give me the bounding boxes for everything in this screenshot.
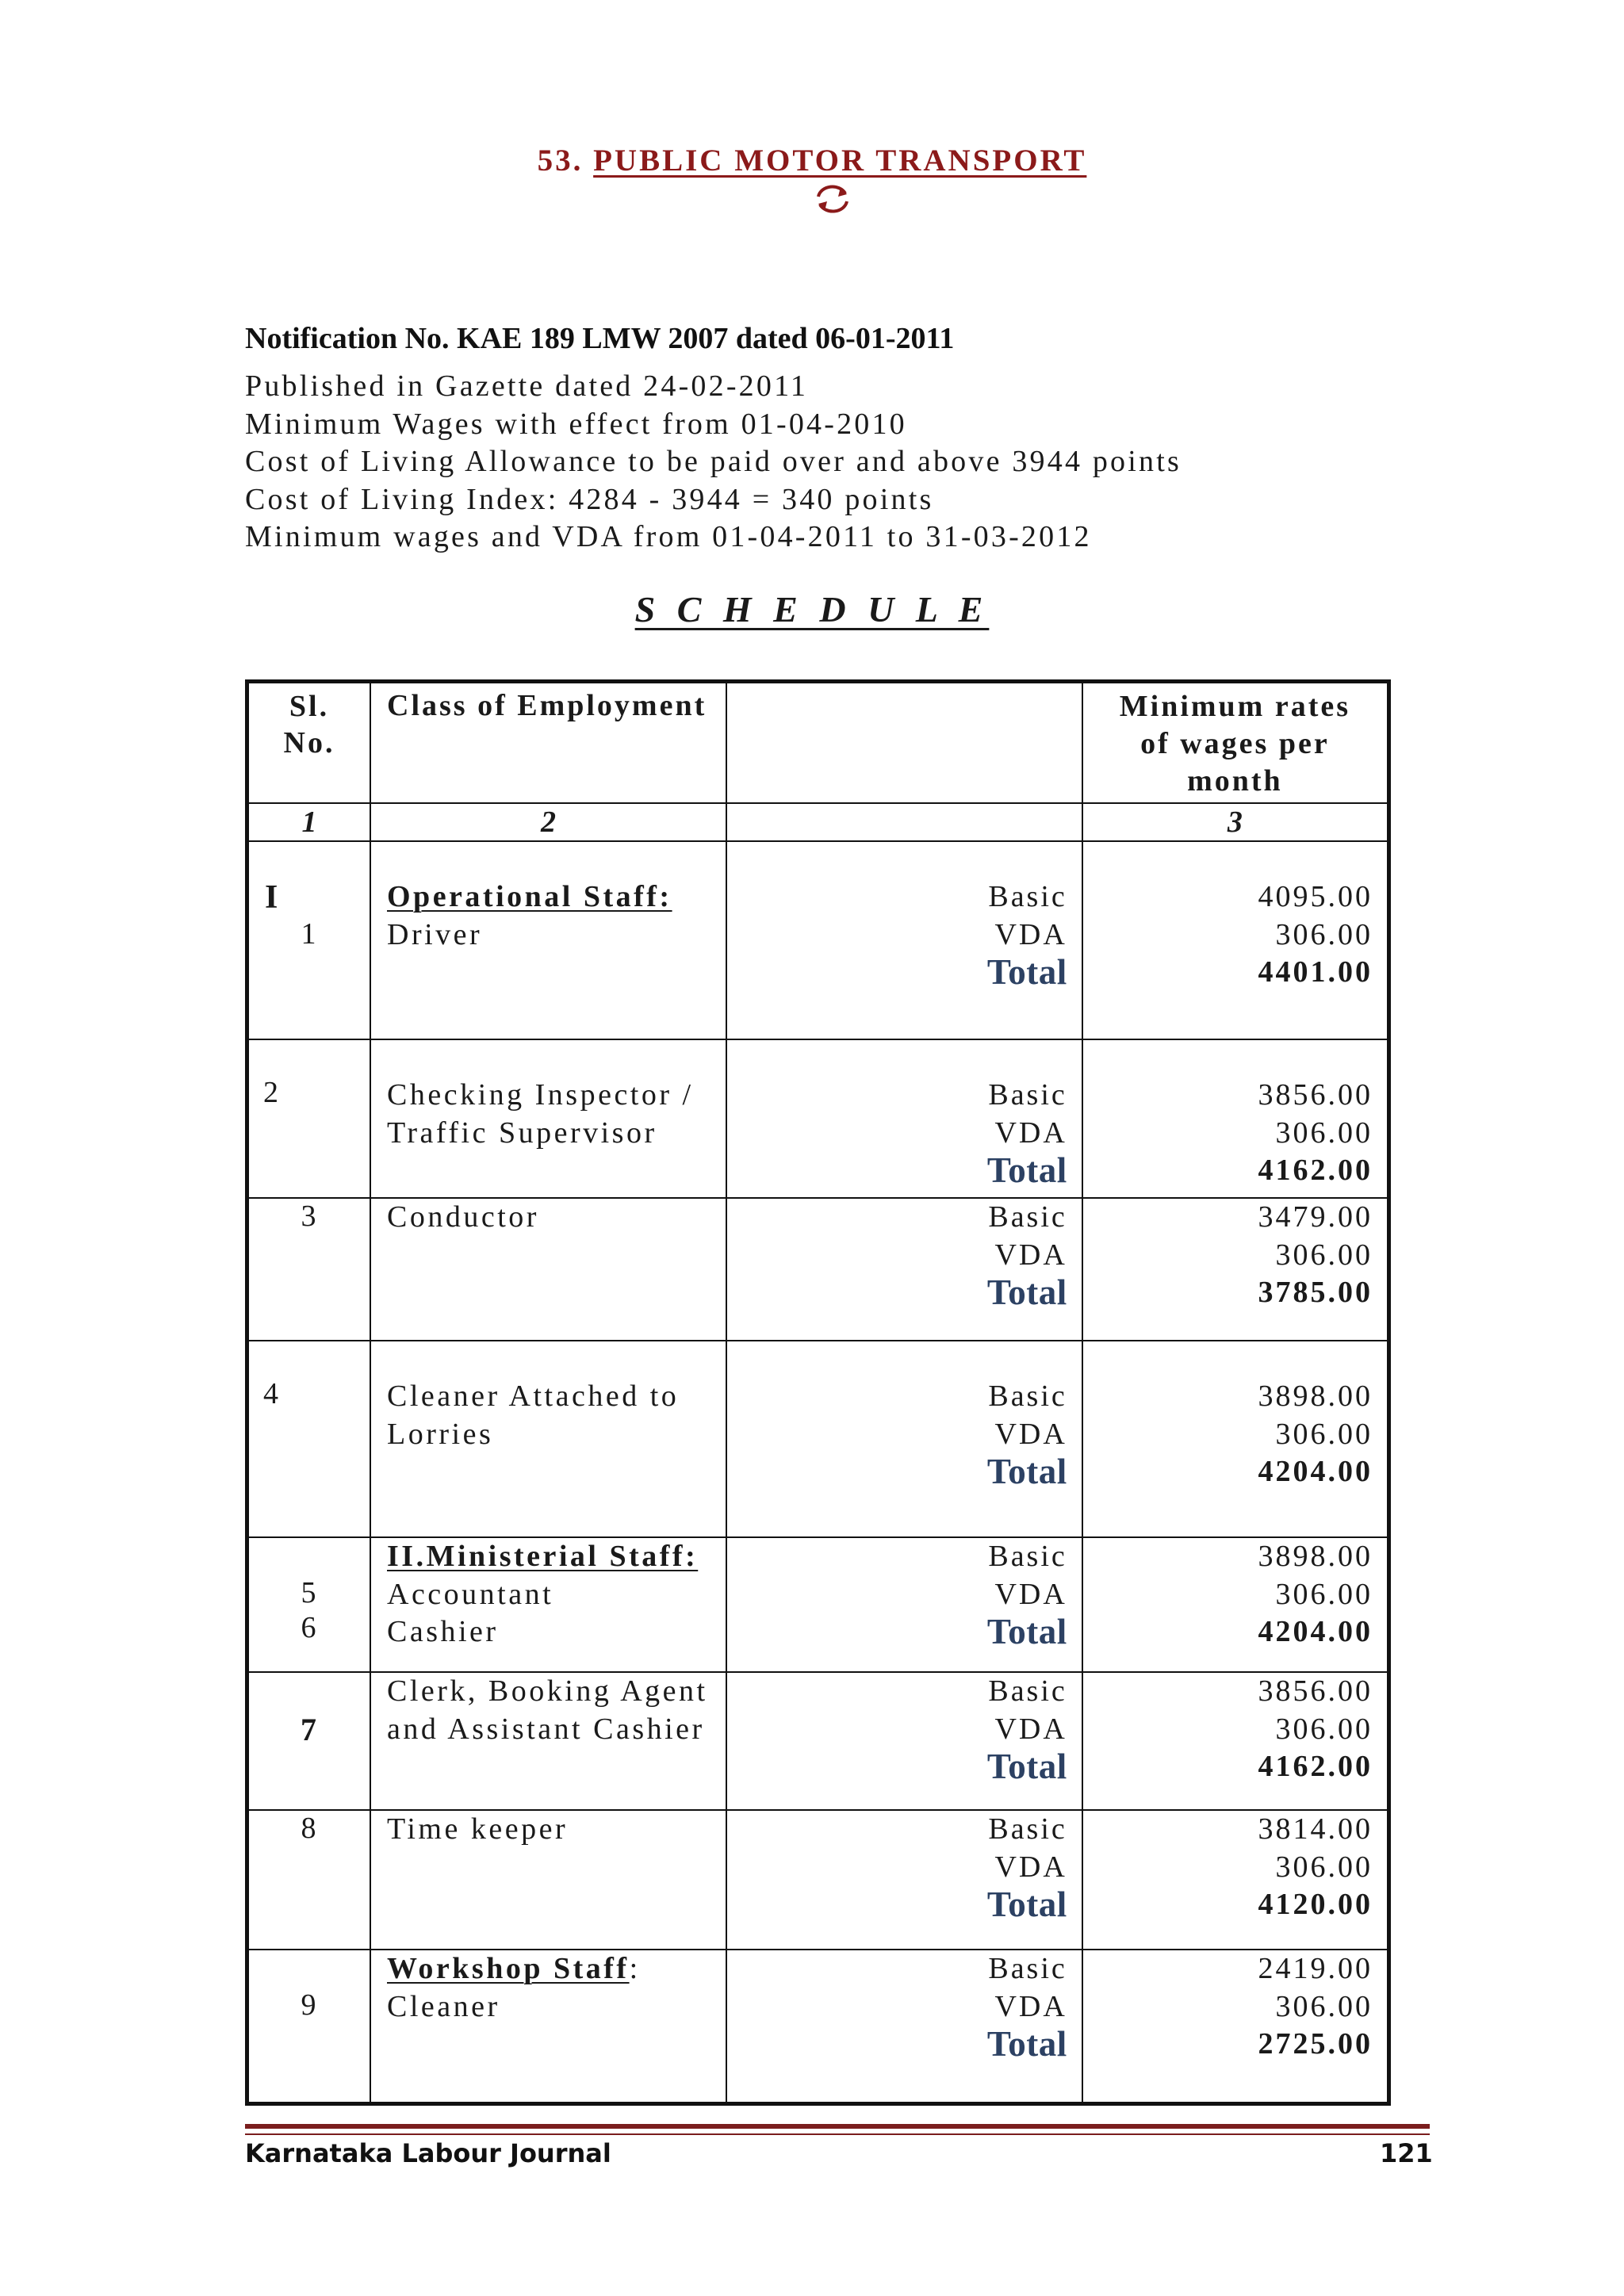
vda-value: 306.00 <box>1275 1238 1373 1272</box>
class-of-employment-header: Class of Employment <box>370 682 726 804</box>
class-cell <box>370 841 726 1039</box>
column-number-blank <box>726 803 1082 841</box>
rate-cell <box>1082 1198 1389 1341</box>
table-row <box>247 841 1389 1039</box>
table-row <box>247 1341 1389 1537</box>
notification-line: Notification No. KAE 189 LMW 2007 dated 06-01-2011 <box>245 322 955 355</box>
journal-name: Karnataka Labour Journal <box>245 2138 611 2168</box>
basic-value: 3856.00 <box>1258 1078 1373 1112</box>
basic-value: 3898.00 <box>1258 1540 1373 1573</box>
table-row <box>247 1672 1389 1810</box>
vda-value: 306.00 <box>1275 1115 1373 1150</box>
effect-date-line: Minimum Wages with effect from 01-04-2010 <box>245 407 907 441</box>
rate-cell <box>1082 1341 1389 1537</box>
section-title: PUBLIC MOTOR TRANSPORT <box>593 144 1087 178</box>
vda-value: 306.00 <box>1275 1417 1373 1451</box>
period-line: Minimum wages and VDA from 01-04-2011 to 31-03-2012 <box>245 520 1092 553</box>
footer-rule <box>245 2124 1430 2129</box>
component-cell: Basic VDA Total <box>726 1198 1082 1341</box>
wage-schedule-table <box>245 679 1391 2106</box>
basic-value: 3814.00 <box>1258 1812 1373 1846</box>
rate-cell <box>1082 1950 1389 2103</box>
basic-value: 4095.00 <box>1258 880 1373 913</box>
class-cell: Clerk, Booking Agent and Assistant Cashier <box>370 1672 726 1810</box>
footer-rule-thin <box>245 2133 1430 2135</box>
sl-cell: 9 <box>247 1950 371 2103</box>
sl-no-header: Sl. No. <box>247 682 371 804</box>
total-value: 4120.00 <box>1258 1888 1373 1921</box>
allowance-line: Cost of Living Allowance to be paid over and above 3944 points <box>245 445 1182 478</box>
section-heading: Operational Staff: <box>387 880 672 913</box>
table-row <box>247 1810 1389 1950</box>
page-title <box>0 143 1624 178</box>
component-cell: Basic VDA Total <box>726 841 1082 1039</box>
vda-value: 306.00 <box>1275 1577 1373 1611</box>
gazette-line: Published in Gazette dated 24-02-2011 <box>245 369 809 403</box>
info-block <box>245 368 1182 557</box>
minimum-rates-header: Minimum rates of wages per month <box>1082 682 1389 804</box>
sl-cell: 3 <box>247 1198 371 1341</box>
basic-value: 2419.00 <box>1258 1952 1373 1985</box>
component-header <box>726 682 1082 804</box>
total-value: 2725.00 <box>1258 2027 1373 2061</box>
column-number: 1 <box>247 803 371 841</box>
employment-class: Cleaner <box>387 1989 500 2023</box>
sl-cell: 8 <box>247 1810 371 1950</box>
class-cell: Checking Inspector / Traffic Supervisor <box>370 1039 726 1198</box>
table-row <box>247 1039 1389 1198</box>
column-number-row <box>247 803 1389 841</box>
component-cell: Basic VDA Total <box>726 1672 1082 1810</box>
vda-value: 306.00 <box>1275 917 1373 951</box>
basic-value: 3898.00 <box>1258 1380 1373 1413</box>
class-cell <box>370 1810 726 1950</box>
vda-value: 306.00 <box>1275 1712 1373 1746</box>
total-value: 4162.00 <box>1258 1154 1373 1187</box>
table-row <box>247 1950 1389 2103</box>
class-cell: II.Ministerial Staff: Accountant Cashier <box>370 1537 726 1672</box>
class-cell: Cleaner Attached to Lorries <box>370 1341 726 1537</box>
column-number: 2 <box>370 803 726 841</box>
vda-value: 306.00 <box>1275 1989 1373 2023</box>
component-cell: Basic VDA Total <box>726 1950 1082 2103</box>
class-cell: Workshop Staff: Cleaner <box>370 1950 726 2103</box>
schedule-title: S C H E D U L E <box>634 589 990 629</box>
total-value: 4401.00 <box>1258 955 1373 989</box>
section-heading: Workshop Staff <box>387 1952 630 1985</box>
rate-cell <box>1082 1810 1389 1950</box>
rate-cell <box>1082 1039 1389 1198</box>
section-heading: II.Ministerial Staff: <box>387 1540 699 1573</box>
basic-value: 3479.00 <box>1258 1200 1373 1234</box>
table-header-row <box>247 682 1389 804</box>
sl-cell: I 1 <box>247 841 371 1039</box>
rate-cell <box>1082 1672 1389 1810</box>
class-cell <box>370 1198 726 1341</box>
component-cell: Basic VDA Total <box>726 1039 1082 1198</box>
component-cell: Basic VDA Total <box>726 1341 1082 1537</box>
employment-class: Conductor <box>387 1200 539 1234</box>
index-line: Cost of Living Index: 4284 - 3944 = 340 points <box>245 482 934 516</box>
sl-cell: 4 <box>247 1341 371 1537</box>
column-number: 3 <box>1082 803 1389 841</box>
table-row <box>247 1537 1389 1672</box>
sl-cell: 7 <box>247 1672 371 1810</box>
vda-value: 306.00 <box>1275 1850 1373 1884</box>
sl-cell: 5 6 <box>247 1537 371 1672</box>
section-number: 53. <box>537 144 584 178</box>
basic-value: 3856.00 <box>1258 1674 1373 1708</box>
table-row <box>247 1198 1389 1341</box>
page-number: 121 <box>1380 2138 1433 2168</box>
group-number: I <box>265 879 280 916</box>
employment-class: Driver <box>387 917 483 951</box>
total-value: 4162.00 <box>1258 1750 1373 1783</box>
refresh-arrows-icon <box>809 179 856 219</box>
component-cell: Basic VDA Total <box>726 1810 1082 1950</box>
total-value: 4204.00 <box>1258 1455 1373 1488</box>
employment-class: Time keeper <box>387 1812 569 1846</box>
total-value: 4204.00 <box>1258 1615 1373 1648</box>
component-cell: Basic VDA Total <box>726 1537 1082 1672</box>
sl-cell: 2 <box>247 1039 371 1198</box>
rate-cell <box>1082 1537 1389 1672</box>
rate-cell <box>1082 841 1389 1039</box>
total-value: 3785.00 <box>1258 1276 1373 1309</box>
